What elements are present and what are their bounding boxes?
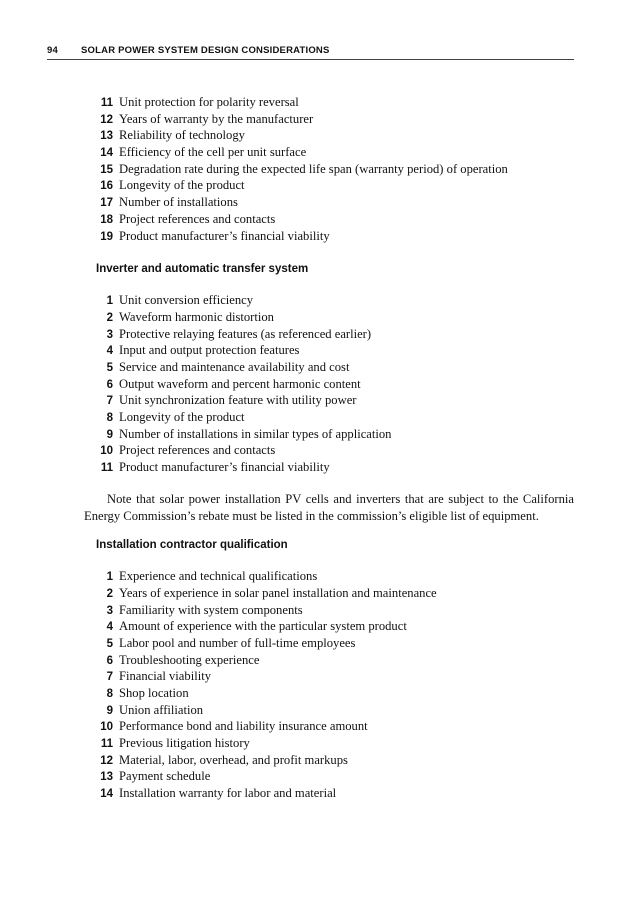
list-item-number: 3 [106,604,113,617]
list-item-text: Protective relaying features (as referenced earlier) [119,326,372,341]
list-item [97,426,575,443]
list-item-text: Degradation rate during the expected life span (warranty period) of operation [119,161,508,176]
list-item-number: 14 [100,147,113,160]
list-item-number: 5 [106,361,113,374]
list-item [97,585,575,602]
list-item-number: 11 [100,738,113,751]
list-item-text: Installation warranty for labor and material [119,786,337,801]
list-item-number: 9 [106,428,113,441]
list-item-text: Input and output protection features [119,343,300,358]
list-item [97,161,575,178]
list-item [97,735,575,752]
list-item [97,635,575,652]
inverter-criteria-list [97,292,575,476]
list-item-number: 4 [106,345,113,358]
list-item-text: Payment schedule [119,769,211,784]
list-item-number: 5 [106,637,113,650]
list-item-number: 1 [106,295,113,308]
list-item-number: 2 [106,311,113,324]
list-item-number: 12 [100,113,113,126]
list-item-text: Union affiliation [119,702,204,717]
list-item-text: Efficiency of the cell per unit surface [119,145,307,160]
list-item-number: 7 [106,671,113,684]
list-item [97,718,575,735]
list-item [97,228,575,245]
list-item [97,409,575,426]
list-item [97,752,575,769]
list-item [97,392,575,409]
list-item-number: 8 [106,412,113,424]
list-item [97,702,575,719]
contractor-criteria-list [97,568,575,802]
list-item-text: Previous litigation history [119,736,250,751]
list-item-text: Number of installations in similar types of application [119,426,392,441]
list-item-text: Reliability of technology [119,128,245,143]
list-item-number: 19 [100,230,113,243]
list-item-number: 2 [106,587,113,600]
list-item-number: 16 [100,180,113,193]
list-item [97,359,575,376]
list-item-number: 4 [106,621,113,634]
list-item-text: Shop location [119,685,189,700]
list-item-text: Waveform harmonic distortion [119,309,274,324]
list-item-number: 10 [100,721,113,734]
list-item-text: Project references and contacts [119,211,276,226]
list-item [97,459,575,476]
list-item-text: Project references and contacts [119,443,276,458]
list-item-number: 7 [106,395,113,408]
list-item [97,342,575,359]
list-item-number: 12 [100,754,113,767]
list-item-number: 18 [100,213,113,226]
list-item [97,309,575,326]
list-item-number: 1 [106,571,113,584]
list-item-number: 11 [100,462,113,475]
list-item [97,177,575,194]
list-item [97,785,575,802]
list-item-text: Troubleshooting experience [119,652,260,667]
list-item-number: 8 [106,687,113,700]
list-item [97,127,575,144]
list-item-number: 3 [106,328,113,341]
list-item-text: Financial viability [119,669,211,684]
list-item-text: Product manufacturer’s financial viability [119,228,330,243]
list-item-number: 6 [106,378,113,391]
list-item-text: Unit conversion efficiency [119,293,254,308]
list-item-number: 6 [106,654,113,667]
list-item-text: Product manufacturer’s financial viability [119,460,330,475]
list-item-text: Familiarity with system components [119,602,303,617]
list-item-number: 9 [106,704,113,717]
list-item [97,685,575,702]
list-item-text: Number of installations [119,195,238,210]
running-title: SOLAR POWER SYSTEM DESIGN CONSIDERATIONS [81,45,330,56]
list-item-number: 15 [100,163,113,176]
list-item [97,618,575,635]
list-item [97,94,575,111]
list-item-number: 13 [100,130,113,143]
list-item [97,144,575,161]
list-item [97,211,575,228]
list-item-text: Unit protection for polarity reversal [119,95,299,109]
list-item [97,568,575,585]
list-item-number: 17 [100,197,113,210]
list-item [97,111,575,128]
list-item-text: Longevity of the product [119,410,245,424]
running-header [47,45,574,60]
page-body [84,94,575,802]
list-item-text: Service and maintenance availability and cost [119,359,350,374]
list-item-text: Experience and technical qualifications [119,569,318,584]
panel-criteria-list-continued [97,94,575,244]
list-item-text: Labor pool and number of full-time employees [119,635,356,650]
list-item-text: Longevity of the product [119,178,245,193]
list-item [97,194,575,211]
list-item-text: Material, labor, overhead, and profit markups [119,752,348,767]
section-heading-contractor: Installation contractor qualification [96,539,288,552]
list-item [97,292,575,309]
list-item-text: Amount of experience with the particular system product [119,619,407,634]
list-item-number: 11 [100,97,113,109]
list-item [97,652,575,669]
list-item-text: Unit synchronization feature with utility power [119,393,357,408]
page-number: 94 [47,45,58,56]
list-item [97,668,575,685]
list-item [97,602,575,619]
list-item-text: Performance bond and liability insurance amount [119,719,368,734]
list-item-number: 13 [100,771,113,784]
list-item-number: 10 [100,445,113,458]
list-item [97,376,575,393]
list-item-text: Years of experience in solar panel installation and maintenance [119,585,437,600]
list-item [97,768,575,785]
section-heading-inverter: Inverter and automatic transfer system [96,263,309,276]
list-item-text: Years of warranty by the manufacturer [119,111,314,126]
list-item [97,442,575,459]
body-paragraph-cec-note: Note that solar power installation PV cells and inverters that are subject to the California Energy Commission’s rebate must be listed in the commission’s eligible list of equipment. [84,491,574,523]
list-item-text: Output waveform and percent harmonic content [119,376,361,391]
list-item [97,326,575,343]
list-item-number: 14 [100,788,113,801]
